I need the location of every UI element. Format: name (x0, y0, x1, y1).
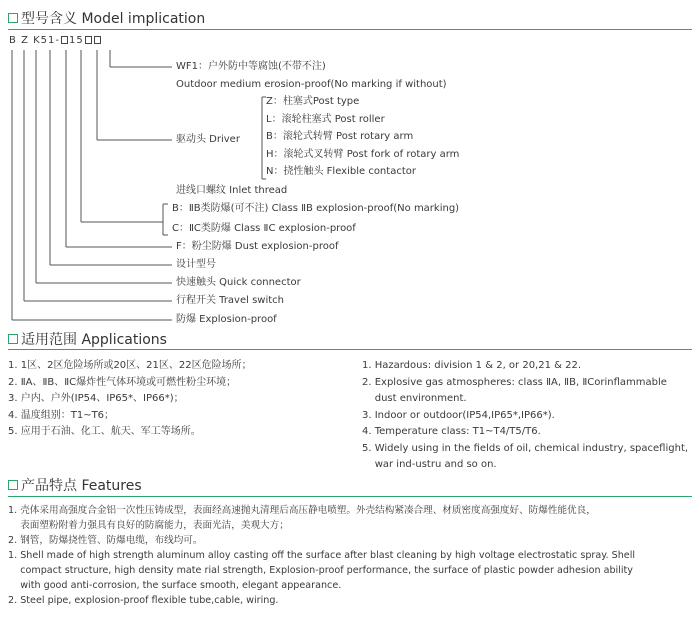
features-divider (8, 496, 692, 497)
list-item: 2. Explosive gas atmospheres: class ⅡA, ⅡB, ⅡCorinflammable (362, 376, 667, 388)
list-item: 表面塑粉附着力强具有良好的防腐能力，表面光洁，美观大方； (8, 520, 289, 531)
model-title: 型号含义 Model implication (21, 11, 206, 27)
driver-option: N：挠性触头 Flexible contactor (266, 166, 416, 177)
list-item: 1. Shell made of high strength aluminum alloy casting off the surface after blast cleaning by high voltage electrostatic spray. Shell (8, 550, 636, 561)
applications-title: 适用范围 Applications (21, 332, 167, 348)
applications-cn-list (8, 358, 252, 441)
applications-divider (8, 349, 692, 350)
features-heading (8, 475, 142, 495)
design-model-label: 设计型号 (176, 259, 216, 270)
list-item: 4. Temperature class: T1~T4/T5/T6. (362, 426, 541, 437)
driver-option: L：滚轮柱塞式 Post roller (266, 114, 385, 125)
features-title: 产品特点 Features (21, 478, 142, 494)
explosion-proof-label: 防爆 Explosion-proof (176, 314, 277, 325)
list-item: 2. 钢管，防爆挠性管、防爆电缆，布线均可。 (8, 535, 203, 546)
code-design: 15 (69, 35, 84, 46)
code-letter-k: K (33, 35, 41, 46)
code-series: 51- (40, 35, 61, 46)
quick-connector-label: 快速触头 Quick connector (176, 277, 301, 288)
list-item: 1. 1区、2区危险场所或20区、21区、22区危险场所； (8, 360, 252, 371)
list-item: compact structure, high density mate rial strength, Explosion-proof performance, the surface of plastic powder adhesion ability (8, 565, 633, 576)
travel-switch-label: 行程开关 Travel switch (176, 295, 285, 306)
inlet-thread-label: 进线口螺纹 Inlet thread (176, 185, 288, 196)
list-item: war ind-ustru and so on. (362, 459, 497, 470)
driver-option: H：滚轮式叉转臂 Post fork of rotary arm (266, 149, 460, 160)
code-letter-z: Z (21, 35, 29, 46)
applications-heading (8, 329, 167, 349)
list-item: 1. Hazardous: division 1 & 2, or 20,21 & 22. (362, 360, 582, 371)
features-list (8, 503, 635, 608)
applications-en-list (362, 358, 688, 474)
code-letter-b: B (9, 35, 17, 46)
list-item: 3. 户内、户外(IP54、IP65*、IP66*)； (8, 393, 184, 404)
driver-option: Z：柱塞式Post type (266, 96, 360, 107)
heading-box-icon (8, 334, 18, 344)
dust-option: F：粉尘防爆 Dust explosion-proof (176, 241, 339, 252)
list-item: dust environment. (362, 393, 467, 404)
list-item: with good anti-corrosion, the surface smooth, elegant appearance. (8, 580, 342, 591)
list-item: 1. 壳体采用高强度合金铝一次性压铸成型，表面经高速抛丸清理后高压静电喷塑。外壳结构紧凑合理、材质密度高强度好、防爆性能优良， (8, 505, 596, 516)
list-item: 5. Widely using in the fields of oil, chemical industry, spaceflight, (362, 442, 689, 454)
driver-label: 驱动头 Driver (176, 134, 240, 145)
wf1-english: Outdoor medium erosion-proof(No marking if without) (176, 79, 447, 90)
wf1-label: WF1：户外防中等腐蚀(不带不注) (176, 61, 326, 72)
heading-box-icon (8, 480, 18, 490)
list-item: 2. ⅡA、ⅡB、ⅡC爆炸性气体环境或可燃性粉尘环境； (8, 376, 237, 388)
list-item: 2. Steel pipe, explosion-proof flexible tube,cable, wiring. (8, 595, 279, 606)
list-item: 3. Indoor or outdoor(IP54,IP65*,IP66*). (362, 409, 555, 421)
list-item: 4. 温度组别：T1~T6； (8, 409, 115, 421)
class-b-option: B：ⅡB类防爆(可不注) Class ⅡB explosion-proof(No marking) (172, 203, 460, 214)
driver-option: B：滚轮式转臂 Post rotary arm (266, 131, 414, 142)
list-item: 5. 应用于石油、化工、航天、军工等场所。 (8, 426, 201, 437)
class-c-option: C：ⅡC类防爆 Class ⅡC explosion-proof (172, 223, 356, 234)
